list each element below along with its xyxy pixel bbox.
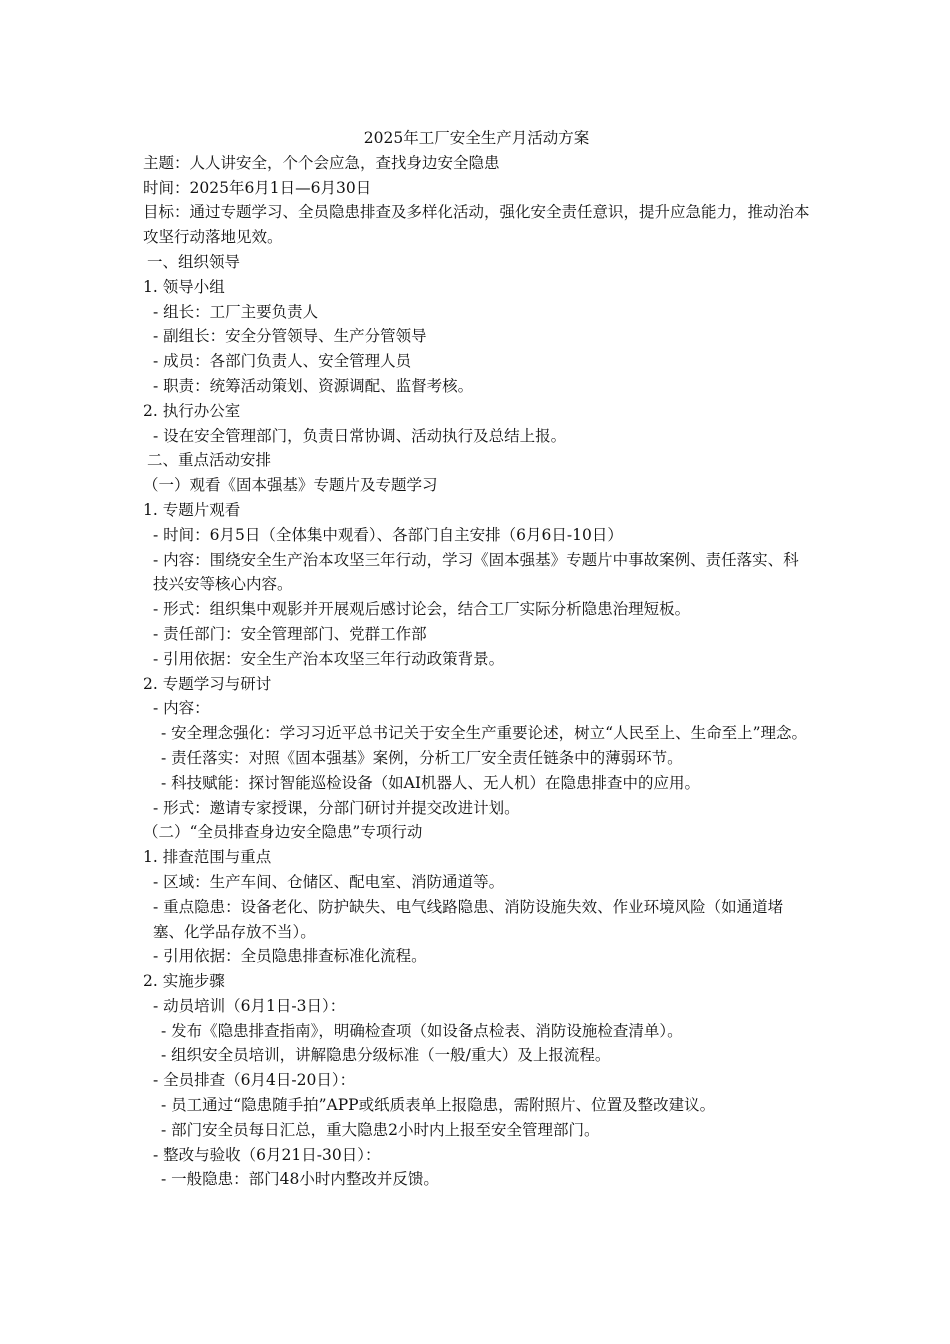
list-item: - 内容：	[153, 699, 210, 718]
list-item: - 安全理念强化：学习习近平总书记关于安全生产重要论述，树立“人民至上、生命至上”理念。	[161, 724, 808, 743]
subsection-steps: 2. 实施步骤	[143, 972, 225, 991]
list-item: - 引用依据：安全生产治本攻坚三年行动政策背景。	[153, 649, 505, 668]
list-item: - 内容：围绕安全生产治本攻坚三年行动，学习《固本强基》专题片中事故案例、责任落实、科技兴安等核心内容。	[153, 550, 799, 594]
subsection-study: 2. 专题学习与研讨	[143, 674, 272, 693]
list-item: - 一般隐患：部门48小时内整改并反馈。	[161, 1170, 439, 1189]
list-item: - 形式：组织集中观影并开展观后感讨论会，结合工厂实际分析隐患治理短板。	[153, 600, 691, 619]
list-item: - 责任落实：对照《固本强基》案例，分析工厂安全责任链条中的薄弱环节。	[161, 748, 683, 767]
list-item: - 设在安全管理部门，负责日常协调、活动执行及总结上报。	[153, 426, 567, 445]
list-item: - 动员培训（6月1日-3日）：	[153, 996, 346, 1015]
list-item: - 时间：6月5日（全体集中观看）、各部门自主安排（6月6日-10日）	[153, 525, 623, 544]
time-line: 时间：2025年6月1日—6月30日	[143, 178, 372, 197]
list-item: - 副组长：安全分管领导、生产分管领导	[153, 327, 427, 346]
list-item: - 科技赋能：探讨智能巡检设备（如AI机器人、无人机）在隐患排查中的应用。	[161, 773, 700, 792]
section-heading-activities: 二、重点活动安排	[147, 451, 272, 470]
list-item: - 员工通过“隐患随手拍”APP或纸质表单上报隐患，需附照片、位置及整改建议。	[161, 1096, 716, 1115]
list-item: - 整改与验收（6月21日-30日）：	[153, 1145, 381, 1164]
list-item: - 区域：生产车间、仓储区、配电室、消防通道等。	[153, 872, 505, 891]
activity-heading-film: （一）观看《固本强基》专题片及专题学习	[143, 476, 438, 495]
subsection-executive-office: 2. 执行办公室	[143, 401, 241, 420]
list-item: - 组织安全员培训，讲解隐患分级标准（一般/重大）及上报流程。	[161, 1046, 611, 1065]
list-item: - 组长：工厂主要负责人	[153, 302, 319, 321]
list-item: - 全员排查（6月4日-20日）：	[153, 1071, 356, 1090]
list-item: - 引用依据：全员隐患排查标准化流程。	[153, 947, 427, 966]
subsection-scope: 1. 排查范围与重点	[143, 848, 272, 867]
list-item: - 职责：统筹活动策划、资源调配、监督考核。	[153, 376, 474, 395]
list-item: - 责任部门：安全管理部门、党群工作部	[153, 624, 427, 643]
list-item: - 形式：邀请专家授课，分部门研讨并提交改进计划。	[153, 798, 520, 817]
goal-line: 目标：通过专题学习、全员隐患排查及多样化活动，强化安全责任意识，提升应急能力，推动治本攻坚行动落地见效。	[143, 203, 810, 247]
theme-line: 主题：人人讲安全，个个会应急，查找身边安全隐患	[143, 153, 500, 172]
subsection-film-viewing: 1. 专题片观看	[143, 500, 241, 519]
list-item: - 成员：各部门负责人、安全管理人员	[153, 352, 412, 371]
list-item: - 部门安全员每日汇总，重大隐患2小时内上报至安全管理部门。	[161, 1120, 600, 1139]
activity-heading-hazard-check: （二）“全员排查身边安全隐患”专项行动	[143, 823, 423, 842]
document-title: 2025年工厂安全生产月活动方案	[363, 129, 590, 147]
section-heading-organization: 一、组织领导	[147, 252, 241, 271]
list-item: - 发布《隐患排查指南》，明确检查项（如设备点检表、消防设施检查清单）。	[161, 1021, 683, 1040]
list-item: - 重点隐患：设备老化、防护缺失、电气线路隐患、消防设施失效、作业环境风险（如通道堵塞、化学品存放不当）。	[153, 897, 784, 941]
subsection-leadership-group: 1. 领导小组	[143, 277, 225, 296]
